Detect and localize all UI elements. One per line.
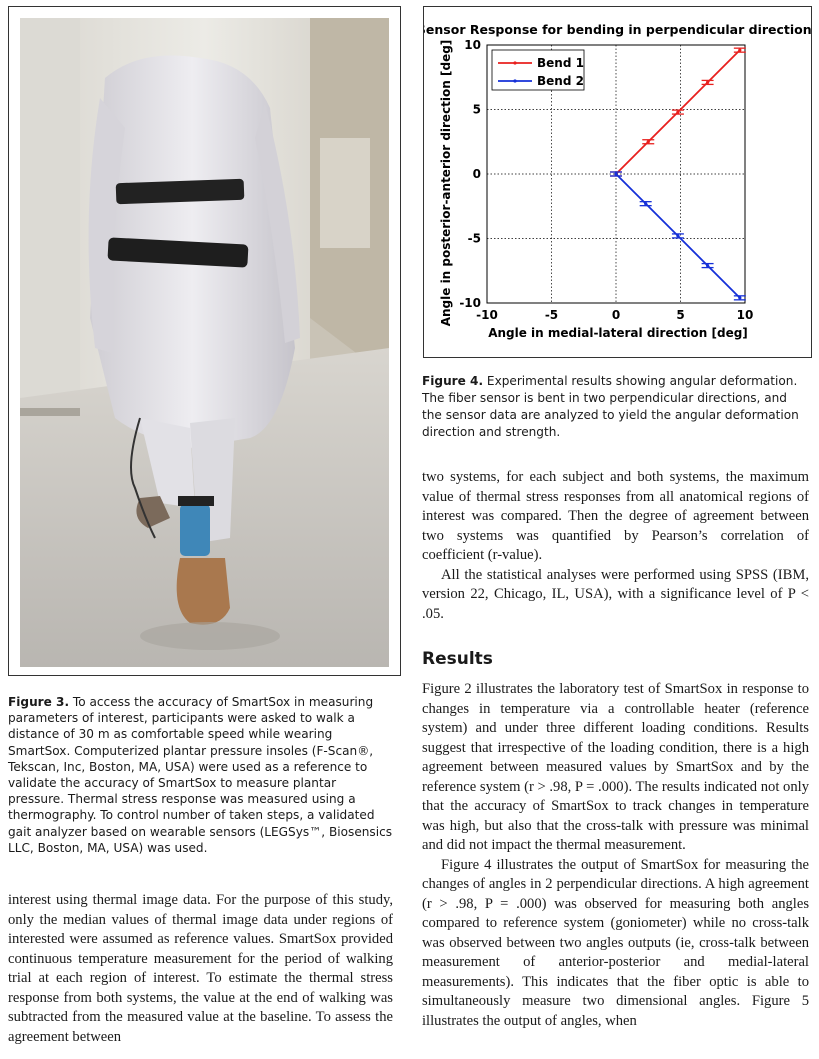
data-point — [706, 264, 709, 267]
results-heading: Results — [422, 649, 493, 669]
figure-4-frame — [423, 6, 812, 358]
paragraph: Figure 4 illustrates the output of SmartSox for measuring the changes of angles in 2 perpendicular directions. A high agreement (r > .98, P = .000) was observed for measuring both angles compared to reference system (goniometer) while no cross-talk was observed between two angles outputs (ie, cross-talk between measurement of anterior-posterior and medial-lateral measurements). This indicates that the fiber optic is able to simultaneously measure two dimensional angles. Figure 5 illustrates the output of angles, when — [422, 856, 809, 1029]
figure-4-label: Figure 4. — [422, 374, 484, 388]
data-point — [644, 202, 647, 205]
legend-label: Bend 2 — [537, 74, 584, 88]
data-point — [676, 110, 679, 113]
chart-plot-area — [459, 38, 753, 322]
data-point — [706, 81, 709, 84]
person-walking-photo — [20, 18, 389, 667]
paragraph: All the statistical analyses were performed using SPSS (IBM, version 22, Chicago, IL, USA), with a significance level of P < .05. — [422, 566, 809, 622]
chart-title: Sensor Response for bending in perpendicular directions — [424, 22, 811, 37]
figure-3-frame — [8, 6, 401, 676]
figure-3-caption — [8, 694, 393, 856]
x-tick-label: 10 — [736, 308, 754, 322]
left-column-text — [8, 891, 393, 1047]
right-column-results-text — [422, 680, 809, 1031]
data-point — [614, 172, 617, 175]
paragraph: interest using thermal image data. For the purpose of this study, only the median values of thermal image data under regions of interested were assumed as reference values. SmartSox provided continuous temperature measurement for the period of walking trial at each region of interest. To estimate the thermal stress response from both systems, the value at the end of walking was subtracted from the measured value at the baseline. To assess the agreement between — [8, 892, 393, 1045]
paragraph: Figure 2 illustrates the laboratory test of SmartSox in response to changes in temperature via a controllable heater (reference system) and under three different loading conditions. Results suggest that irrespective of the loading condition, there is a high agreement between measured values by SmartSox and by the reference system (r > .98, P = .000). The results indicated not only that the accuracy of SmartSox to track changes in temperature was high, but also that the cross-talk with pressure was minimal and did not impact the thermal measurement. — [422, 681, 809, 853]
legend-label: Bend 1 — [537, 56, 584, 70]
chart-x-axis-label: Angle in medial-lateral direction [deg] — [488, 326, 748, 340]
legend-marker — [513, 79, 516, 82]
data-point — [676, 234, 679, 237]
y-tick-label: -5 — [467, 231, 481, 246]
paragraph: two systems, for each subject and both systems, the maximum value of thermal stress responses from all anatomical regions of interest was compared. Then the degree of agreement between two systems was quantified by Pearson’s correlation of coefficient (r-value). — [422, 469, 809, 563]
data-point — [647, 140, 650, 143]
x-tick-label: 0 — [611, 308, 621, 322]
data-point — [738, 296, 741, 299]
right-column-text-top — [422, 468, 809, 624]
x-tick-label: -10 — [476, 308, 498, 322]
legend-marker — [513, 61, 516, 64]
y-tick-label: 0 — [472, 167, 481, 181]
y-tick-label: 10 — [464, 38, 481, 52]
y-tick-label: 5 — [472, 102, 481, 117]
figure-4-caption-text: Experimental results showing angular deformation. The fiber sensor is bent in two perpendicular directions, and the sensor data are analyzed to yield the angular deformation direction and strength. — [422, 374, 799, 439]
person-walking-photo-icon — [20, 18, 389, 667]
figure-3-label: Figure 3. — [8, 695, 70, 709]
x-tick-label: 5 — [676, 308, 685, 322]
y-tick-label: -10 — [459, 296, 481, 310]
chart-y-axis-label: Angle in posterior-anterior direction [deg] — [439, 39, 453, 327]
x-tick-label: -5 — [544, 308, 559, 322]
figure-3-caption-text: To access the accuracy of SmartSox in measuring parameters of interest, participants were asked to walk a distance of 30 m as comfortable speed while wearing SmartSox. Computerized plantar pressure insoles (F-Scan®, Tekscan, Inc, Boston, MA, USA) were used as a reference to validate the accuracy of SmartSox to measure plantar pressure. Thermal stress response was measured using a thermography. To control number of taken steps, a validated gait analyzer based on wearable sensors (LEGSys™, Biosensics LLC, Boston, MA, USA) was used. — [8, 695, 393, 855]
figure-4-caption — [422, 373, 807, 441]
data-point — [738, 49, 741, 52]
sensor-response-chart — [424, 7, 811, 357]
